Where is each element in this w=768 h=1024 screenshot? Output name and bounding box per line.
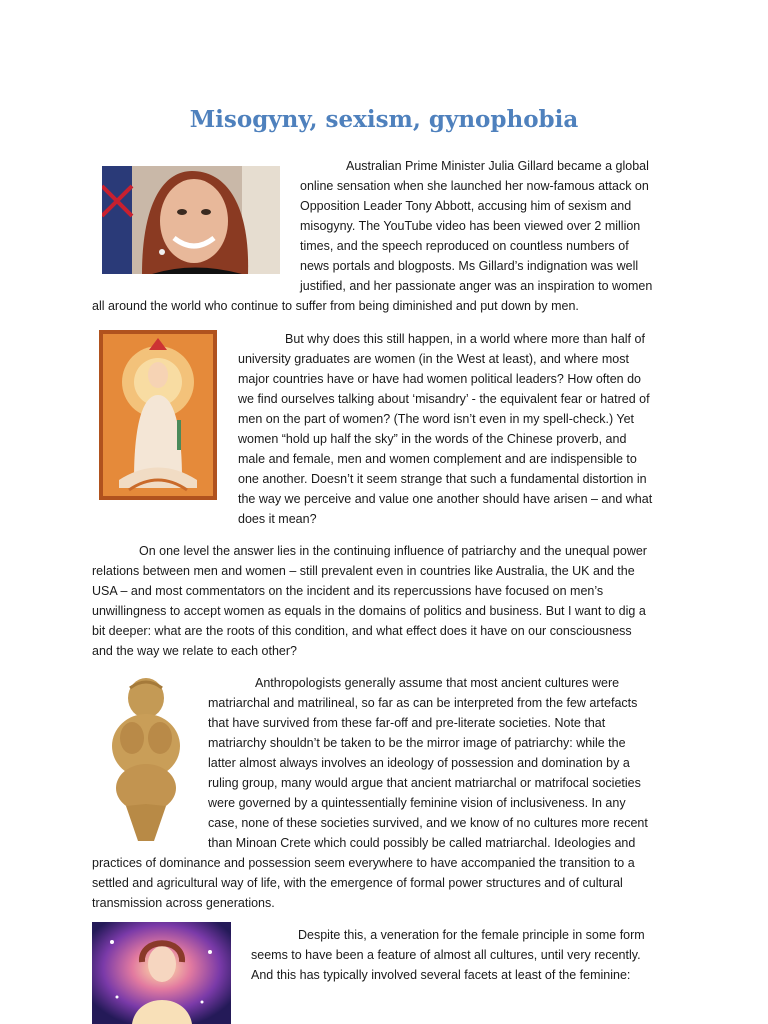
paragraph-line: were governed by a quintessentially feminine vision of inclusiveness. In any	[208, 796, 626, 810]
paragraph-line: major countries have or have had women political leaders? How often do	[238, 372, 642, 386]
paragraph-line: transmission across generations.	[92, 896, 275, 910]
figurine-photo	[100, 676, 192, 844]
paragraph-line: unwillingness to accept women as equals in the domains of politics and business. But I want to dig a	[92, 604, 646, 618]
paragraph-line: relations between men and women – still prevalent even in countries like Australia, the UK and the	[92, 564, 635, 578]
paragraph-line: USA – and most commentators on the incident and its repercussions have focused on men’s	[92, 584, 604, 598]
paragraph-line: On one level the answer lies in the continuing influence of patriarchy and the unequal power	[139, 544, 647, 558]
paragraph-line: And this has typically involved several facets at least of the feminine:	[251, 968, 631, 982]
paragraph-line: seems to have been a feature of almost all cultures, until very recently.	[251, 948, 641, 962]
paragraph-line: latter almost always involves an ideology of possession and domination by a	[208, 756, 630, 770]
paragraph-line: university graduates are women (in the West at least), and where most	[238, 352, 629, 366]
paragraph-line: But why does this still happen, in a world where more than half of	[285, 332, 645, 346]
paragraph-line: Despite this, a veneration for the female principle in some form	[298, 928, 645, 942]
paragraph-line: Opposition Leader Tony Abbott, accusing him of sexism and	[300, 199, 632, 213]
paragraph-line: male and female, men and women complement and are indispensible to	[238, 452, 637, 466]
paragraph-line: Australian Prime Minister Julia Gillard became a global	[346, 159, 649, 173]
paragraph-line: Anthropologists generally assume that most ancient cultures were	[255, 676, 620, 690]
paragraph-line: that have survived from these far-off and pre-literate societies. Note that	[208, 716, 606, 730]
goddess-painting	[99, 330, 217, 500]
paragraph-line: justified, and her passionate anger was an inspiration to women	[300, 279, 653, 293]
paragraph-line: than Minoan Crete which could possibly be called matriarchal. Ideologies and	[208, 836, 636, 850]
paragraph-line: practices of dominance and possession seem everywhere to have accompanied the transition to a	[92, 856, 635, 870]
paragraph-line: times, and the speech reproduced on countless numbers of	[300, 239, 629, 253]
paragraph-line: men on the part of women? (The word isn’t even in my spell-check.) Yet	[238, 412, 635, 426]
paragraph-line: online sensation when she launched her now-famous attack on	[300, 179, 649, 193]
paragraph-line: matriarchy shouldn’t be taken to be the mirror image of patriarchy: while the	[208, 736, 626, 750]
paragraph-line: and the way we relate to each other?	[92, 644, 297, 658]
paragraph-line: news portals and blogposts. Ms Gillard’s indignation was well	[300, 259, 639, 273]
paragraph-line: case, none of these societies survived, and we know of no cultures more recent	[208, 816, 648, 830]
page-title: Misogyny, sexism, gynophobia	[189, 106, 579, 133]
paragraph-line: women “hold up half the sky” in the words of the Chinese proverb, and	[238, 432, 627, 446]
paragraph-line: ruling group, many would argue that ancient matriarchal or matrifocal societies	[208, 776, 641, 790]
cosmic-artwork	[92, 922, 231, 1024]
paragraph-line: we find ourselves talking about ‘misandry’ - the equivalent fear or hatred of	[238, 392, 650, 406]
paragraph-line: all around the world who continue to suffer from being diminished and put down by men.	[92, 299, 579, 313]
paragraph-line: the way we perceive and value one another should have arisen – and what	[238, 492, 653, 506]
paragraph-line: matriarchal and matrilineal, so far as can be interpreted from the few artefacts	[208, 696, 638, 710]
paragraph-line: one another. Doesn’t it seem strange that such a fundamental distortion in	[238, 472, 647, 486]
paragraph-line: settled and agricultural way of life, with the emergence of formal power structures and of cultural	[92, 876, 623, 890]
paragraph-line: misogyny. The YouTube video has been viewed over 2 million	[300, 219, 641, 233]
paragraph-line: does it mean?	[238, 512, 317, 526]
portrait-photo	[102, 166, 280, 274]
paragraph-line: bit deeper: what are the roots of this condition, and what effect does it have on our consciousness	[92, 624, 632, 638]
